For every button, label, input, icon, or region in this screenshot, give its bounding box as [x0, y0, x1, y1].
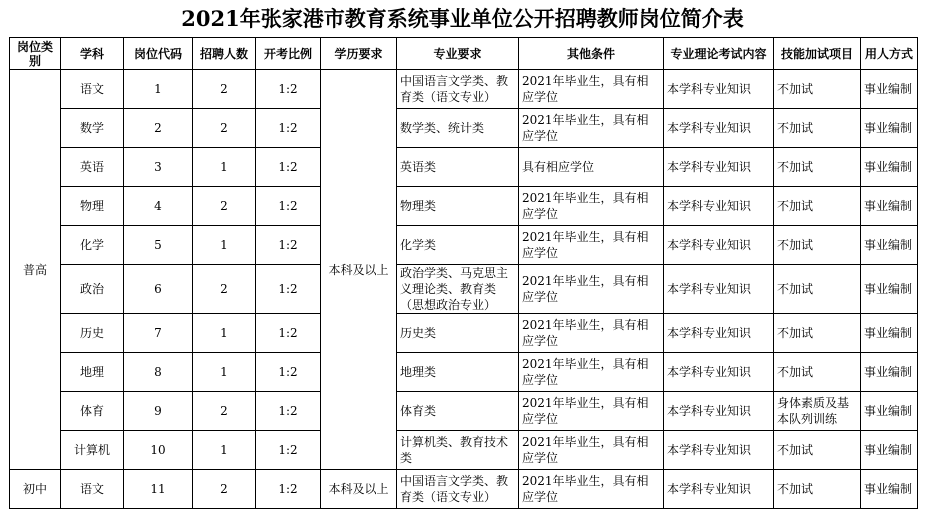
table-row [10, 470, 918, 509]
subject-cell: 语文 [61, 70, 124, 109]
other-cell: 2021年毕业生，具有相应学位 [519, 470, 664, 509]
subject-cell: 体育 [61, 392, 124, 431]
education-cell: 本科及以上 [321, 470, 397, 509]
exam-cell: 本学科专业知识 [664, 353, 774, 392]
employ-cell: 事业编制 [861, 392, 918, 431]
subject-cell: 数学 [61, 109, 124, 148]
header-code: 岗位代码 [124, 38, 193, 70]
table-row [10, 109, 918, 148]
ratio-cell: 1:2 [256, 392, 321, 431]
skill-cell: 不加试 [774, 70, 861, 109]
employ-cell: 事业编制 [861, 148, 918, 187]
header-exam: 专业理论考试内容 [664, 38, 774, 70]
count-cell: 2 [193, 109, 256, 148]
header-ratio: 开考比例 [256, 38, 321, 70]
count-cell: 2 [193, 187, 256, 226]
major-cell: 物理类 [397, 187, 519, 226]
exam-cell: 本学科专业知识 [664, 470, 774, 509]
other-cell: 2021年毕业生，具有相应学位 [519, 70, 664, 109]
exam-cell: 本学科专业知识 [664, 392, 774, 431]
employ-cell: 事业编制 [861, 470, 918, 509]
header-row [10, 38, 918, 70]
other-cell: 2021年毕业生，具有相应学位 [519, 187, 664, 226]
skill-cell: 不加试 [774, 148, 861, 187]
header-count: 招聘人数 [193, 38, 256, 70]
ratio-cell: 1:2 [256, 431, 321, 470]
employ-cell: 事业编制 [861, 265, 918, 314]
count-cell: 2 [193, 265, 256, 314]
major-cell: 数学类、统计类 [397, 109, 519, 148]
code-cell: 8 [124, 353, 193, 392]
major-cell: 体育类 [397, 392, 519, 431]
subject-cell: 化学 [61, 226, 124, 265]
skill-cell: 不加试 [774, 353, 861, 392]
employ-cell: 事业编制 [861, 314, 918, 353]
table-row [10, 431, 918, 470]
code-cell: 11 [124, 470, 193, 509]
count-cell: 1 [193, 431, 256, 470]
skill-cell: 不加试 [774, 314, 861, 353]
page-title: 2021年张家港市教育系统事业单位公开招聘教师岗位简介表 [181, 6, 744, 31]
category-cell: 普高 [10, 70, 61, 470]
table-row [10, 392, 918, 431]
exam-cell: 本学科专业知识 [664, 314, 774, 353]
count-cell: 2 [193, 70, 256, 109]
ratio-cell: 1:2 [256, 148, 321, 187]
major-cell: 历史类 [397, 314, 519, 353]
major-cell: 政治学类、马克思主义理论类、教育类（思想政治专业） [397, 265, 519, 314]
other-cell: 2021年毕业生，具有相应学位 [519, 109, 664, 148]
header-category: 岗位类别 [10, 38, 61, 70]
employ-cell: 事业编制 [861, 70, 918, 109]
job-table [9, 37, 918, 509]
skill-cell: 不加试 [774, 226, 861, 265]
major-cell: 中国语言文学类、教育类（语文专业） [397, 70, 519, 109]
subject-cell: 英语 [61, 148, 124, 187]
code-cell: 3 [124, 148, 193, 187]
skill-cell: 不加试 [774, 187, 861, 226]
exam-cell: 本学科专业知识 [664, 109, 774, 148]
table-row [10, 265, 918, 314]
subject-cell: 历史 [61, 314, 124, 353]
category-cell: 初中 [10, 470, 61, 509]
skill-cell: 不加试 [774, 470, 861, 509]
code-cell: 10 [124, 431, 193, 470]
skill-cell: 不加试 [774, 109, 861, 148]
ratio-cell: 1:2 [256, 353, 321, 392]
code-cell: 6 [124, 265, 193, 314]
subject-cell: 语文 [61, 470, 124, 509]
skill-cell: 身体素质及基本队列训练 [774, 392, 861, 431]
skill-cell: 不加试 [774, 431, 861, 470]
header-employ: 用人方式 [861, 38, 918, 70]
count-cell: 2 [193, 392, 256, 431]
exam-cell: 本学科专业知识 [664, 265, 774, 314]
subject-cell: 地理 [61, 353, 124, 392]
code-cell: 4 [124, 187, 193, 226]
ratio-cell: 1:2 [256, 265, 321, 314]
other-cell: 2021年毕业生，具有相应学位 [519, 392, 664, 431]
table-row [10, 314, 918, 353]
major-cell: 化学类 [397, 226, 519, 265]
ratio-cell: 1:2 [256, 314, 321, 353]
count-cell: 1 [193, 148, 256, 187]
subject-cell: 政治 [61, 265, 124, 314]
code-cell: 9 [124, 392, 193, 431]
table-row [10, 187, 918, 226]
skill-cell: 不加试 [774, 265, 861, 314]
subject-cell: 计算机 [61, 431, 124, 470]
ratio-cell: 1:2 [256, 470, 321, 509]
employ-cell: 事业编制 [861, 109, 918, 148]
exam-cell: 本学科专业知识 [664, 226, 774, 265]
ratio-cell: 1:2 [256, 109, 321, 148]
other-cell: 2021年毕业生，具有相应学位 [519, 431, 664, 470]
major-cell: 英语类 [397, 148, 519, 187]
count-cell: 1 [193, 314, 256, 353]
major-cell: 中国语言文学类、教育类（语文专业） [397, 470, 519, 509]
subject-cell: 物理 [61, 187, 124, 226]
education-cell: 本科及以上 [321, 70, 397, 470]
other-cell: 2021年毕业生，具有相应学位 [519, 314, 664, 353]
header-subject: 学科 [61, 38, 124, 70]
count-cell: 1 [193, 353, 256, 392]
count-cell: 2 [193, 470, 256, 509]
table-row [10, 70, 918, 109]
ratio-cell: 1:2 [256, 187, 321, 226]
major-cell: 计算机类、教育技术类 [397, 431, 519, 470]
employ-cell: 事业编制 [861, 226, 918, 265]
count-cell: 1 [193, 226, 256, 265]
exam-cell: 本学科专业知识 [664, 70, 774, 109]
major-cell: 地理类 [397, 353, 519, 392]
other-cell: 具有相应学位 [519, 148, 664, 187]
ratio-cell: 1:2 [256, 70, 321, 109]
header-education: 学历要求 [321, 38, 397, 70]
header-other: 其他条件 [519, 38, 664, 70]
other-cell: 2021年毕业生，具有相应学位 [519, 265, 664, 314]
exam-cell: 本学科专业知识 [664, 431, 774, 470]
header-major: 专业要求 [397, 38, 519, 70]
employ-cell: 事业编制 [861, 431, 918, 470]
table-row [10, 226, 918, 265]
employ-cell: 事业编制 [861, 187, 918, 226]
exam-cell: 本学科专业知识 [664, 148, 774, 187]
other-cell: 2021年毕业生，具有相应学位 [519, 353, 664, 392]
table-row [10, 148, 918, 187]
table-row [10, 353, 918, 392]
code-cell: 2 [124, 109, 193, 148]
code-cell: 1 [124, 70, 193, 109]
exam-cell: 本学科专业知识 [664, 187, 774, 226]
employ-cell: 事业编制 [861, 353, 918, 392]
code-cell: 5 [124, 226, 193, 265]
other-cell: 2021年毕业生，具有相应学位 [519, 226, 664, 265]
code-cell: 7 [124, 314, 193, 353]
ratio-cell: 1:2 [256, 226, 321, 265]
header-skill: 技能加试项目 [774, 38, 861, 70]
